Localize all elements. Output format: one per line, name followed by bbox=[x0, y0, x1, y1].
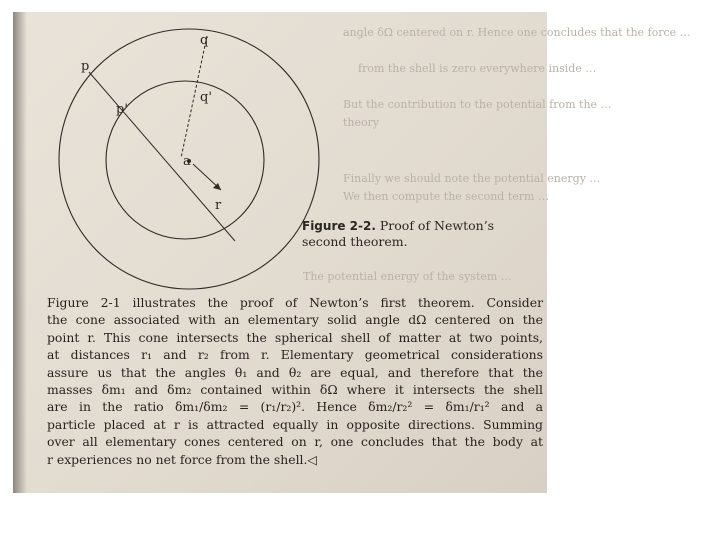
label-p-prime: p' bbox=[116, 102, 128, 117]
figure-diagram bbox=[13, 12, 547, 302]
caption-text-line-2: second theorem. bbox=[302, 234, 408, 249]
ghost-line-5: Finally we should note the potential energy … bbox=[343, 172, 601, 185]
ghost-line-1: angle δΩ centered on r. Hence one concludes that the force … bbox=[343, 26, 691, 39]
caption-figure-number: Figure 2-2. bbox=[302, 219, 376, 233]
body-paragraph bbox=[47, 294, 543, 468]
paragraph-line: over all elementary cones centered on r, one concludes that the body at bbox=[47, 434, 543, 450]
ghost-line-6: We then compute the second term … bbox=[343, 190, 549, 203]
label-a: a bbox=[183, 154, 191, 169]
paragraph-line: Figure 2-1 illustrates the proof of Newton’s first theorem. Consider bbox=[47, 295, 543, 310]
label-q-prime: q' bbox=[200, 90, 212, 105]
secant-line-p bbox=[89, 72, 235, 241]
paragraph-line: point r. This cone intersects the spherical shell of matter at two points, bbox=[47, 329, 543, 345]
scanned-page bbox=[13, 12, 691, 493]
ghost-line-3: But the contribution to the potential from the … bbox=[343, 98, 612, 111]
label-q: q bbox=[200, 33, 209, 48]
paragraph-line: particle placed at r is attracted equally in opposite directions. Summing bbox=[47, 416, 543, 432]
paragraph-line: the cone associated with an elementary solid angle dΩ centered on the bbox=[47, 312, 543, 328]
paragraph-line: assure us that the angles θ₁ and θ₂ are equal, and therefore that the bbox=[47, 364, 543, 380]
ghost-line-2: from the shell is zero everywhere inside … bbox=[358, 62, 597, 75]
paragraph-line: r experiences no net force from the shell.◁ bbox=[47, 451, 317, 467]
caption-text-line-1: Proof of Newton’s bbox=[375, 218, 495, 233]
figure-caption bbox=[302, 218, 547, 249]
ghost-line-4: theory bbox=[343, 116, 380, 129]
ghost-line-7: The potential energy of the system … bbox=[303, 270, 512, 283]
paragraph-line: are in the ratio δm₁/δm₂ = (r₁/r₂)². Hence δm₂/r₂² = δm₁/r₁² and a bbox=[47, 399, 543, 415]
paragraph-line: masses δm₁ and δm₂ contained within δΩ where it intersects the shell bbox=[47, 382, 543, 398]
label-p: p bbox=[81, 59, 90, 74]
paragraph-line: at distances r₁ and r₂ from r. Elementary geometrical considerations bbox=[47, 347, 543, 363]
label-r: r bbox=[215, 198, 222, 213]
